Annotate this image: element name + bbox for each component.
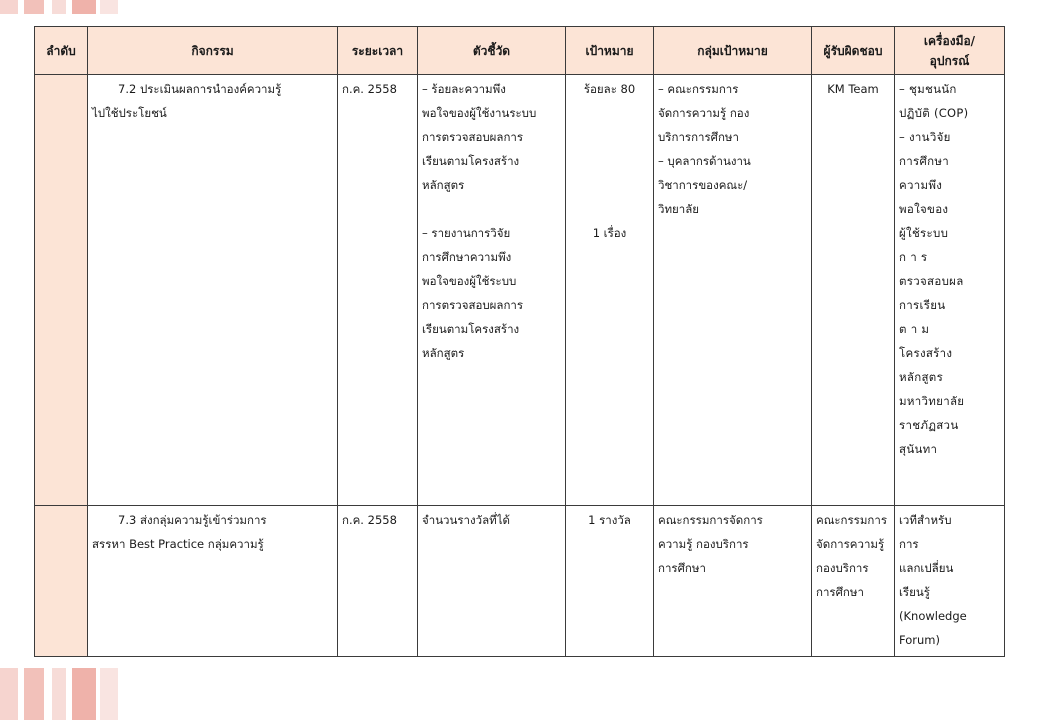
activity-text: ไปใช้ประโยชน์ (92, 106, 167, 120)
indicator-line: หลักสูตร (422, 346, 465, 360)
tools-line: การ (899, 537, 919, 551)
cell-tools (895, 506, 1005, 657)
cell-responsible (812, 506, 895, 657)
cell-responsible: KM Team (812, 75, 895, 506)
indicator-line: การศึกษาความพึง (422, 250, 512, 264)
target-group-line: วิชาการของคณะ/ (658, 178, 748, 192)
cell-order (35, 75, 88, 506)
tools-line: (Knowledge (899, 609, 967, 623)
tools-line: พอใจของ (899, 202, 949, 216)
tools-line: เวทีสำหรับ (899, 513, 952, 527)
indicator-line: การตรวจสอบผลการ (422, 130, 524, 144)
responsible-line: กองบริการ (816, 561, 869, 575)
cell-target-group (654, 75, 812, 506)
tools-line: สุนันทา (899, 442, 938, 456)
indicator-line: พอใจของผู้ใช้ระบบ (422, 274, 517, 288)
activity-plan-table (34, 26, 1005, 657)
tools-line: ต า ม (899, 322, 930, 336)
target-value: ร้อยละ 80 (583, 82, 636, 96)
cell-order (35, 506, 88, 657)
cell-activity (88, 75, 338, 506)
activity-text: 7.3 ส่งกลุ่มความรู้เข้าร่วมการ (118, 513, 267, 527)
cell-tools (895, 75, 1005, 506)
indicator-line: เรียนตามโครงสร้าง (422, 154, 520, 168)
target-group-line: วิทยาลัย (658, 202, 700, 216)
header-order: ลำดับ (35, 27, 88, 75)
header-indicator: ตัวชี้วัด (418, 27, 566, 75)
indicator-line: หลักสูตร (422, 178, 465, 192)
cell-indicator (418, 75, 566, 506)
cell-period: ก.ค. 2558 (338, 75, 418, 506)
header-tools (895, 27, 1005, 75)
indicator-line: – ร้อยละความพึง (422, 82, 506, 96)
tools-line: ก า ร (899, 250, 928, 264)
tools-line: ปฏิบัติ (COP) (899, 106, 969, 120)
target-value: 1 เรื่อง (592, 226, 627, 240)
tools-line: แลกเปลี่ยน (899, 561, 954, 575)
table-header-row (35, 27, 1005, 75)
table-row (35, 75, 1005, 506)
cell-period: ก.ค. 2558 (338, 506, 418, 657)
responsible-line: จัดการความรู้ (816, 537, 885, 551)
target-group-line: – บุคลากรด้านงาน (658, 154, 751, 168)
tools-line: ความพึง (899, 178, 943, 192)
indicator-line: การตรวจสอบผลการ (422, 298, 524, 312)
cell-activity (88, 506, 338, 657)
header-activity: กิจกรรม (88, 27, 338, 75)
tools-line: มหาวิทยาลัย (899, 394, 965, 408)
table-row (35, 506, 1005, 657)
tools-line: ผู้ใช้ระบบ (899, 226, 949, 240)
cell-target (566, 75, 654, 506)
indicator-line: – รายงานการวิจัย (422, 226, 511, 240)
header-period: ระยะเวลา (338, 27, 418, 75)
target-group-line: การศึกษา (658, 561, 706, 575)
tools-line: ราชภัฏสวน (899, 418, 959, 432)
header-tools-line2: อุปกรณ์ (929, 53, 970, 68)
activity-text: 7.2 ประเมินผลการนำองค์ความรู้ (118, 82, 282, 96)
header-target: เป้าหมาย (566, 27, 654, 75)
activity-text: สรรหา Best Practice กลุ่มความรู้ (92, 537, 264, 551)
target-group-line: – คณะกรรมการ (658, 82, 739, 96)
tools-line: – งานวิจัย (899, 130, 951, 144)
decorative-stripe-bottom (0, 668, 118, 720)
tools-line: ตรวจสอบผล (899, 274, 964, 288)
responsible-line: คณะกรรมการ (816, 513, 888, 527)
cell-target: 1 รางวัล (566, 506, 654, 657)
responsible-line: การศึกษา (816, 585, 864, 599)
target-group-line: ความรู้ กองบริการ (658, 537, 749, 551)
header-responsible: ผู้รับผิดชอบ (812, 27, 895, 75)
tools-line: Forum) (899, 633, 940, 647)
header-target-group: กลุ่มเป้าหมาย (654, 27, 812, 75)
indicator-line: พอใจของผู้ใช้งานระบบ (422, 106, 537, 120)
cell-indicator: จำนวนรางวัลที่ได้ (418, 506, 566, 657)
target-group-line: บริการการศึกษา (658, 130, 739, 144)
indicator-line: เรียนตามโครงสร้าง (422, 322, 520, 336)
decorative-stripe-top (0, 0, 118, 14)
target-group-line: จัดการความรู้ กอง (658, 106, 750, 120)
tools-line: เรียนรู้ (899, 585, 930, 599)
tools-line: การศึกษา (899, 154, 949, 168)
header-tools-line1: เครื่องมือ/ (923, 33, 976, 48)
tools-line: หลักสูตร (899, 370, 944, 384)
tools-line: โครงสร้าง (899, 346, 953, 360)
target-group-line: คณะกรรมการจัดการ (658, 513, 763, 527)
tools-line: การเรียน (899, 298, 946, 312)
cell-target-group (654, 506, 812, 657)
tools-line: – ชุมชนนัก (899, 82, 957, 96)
